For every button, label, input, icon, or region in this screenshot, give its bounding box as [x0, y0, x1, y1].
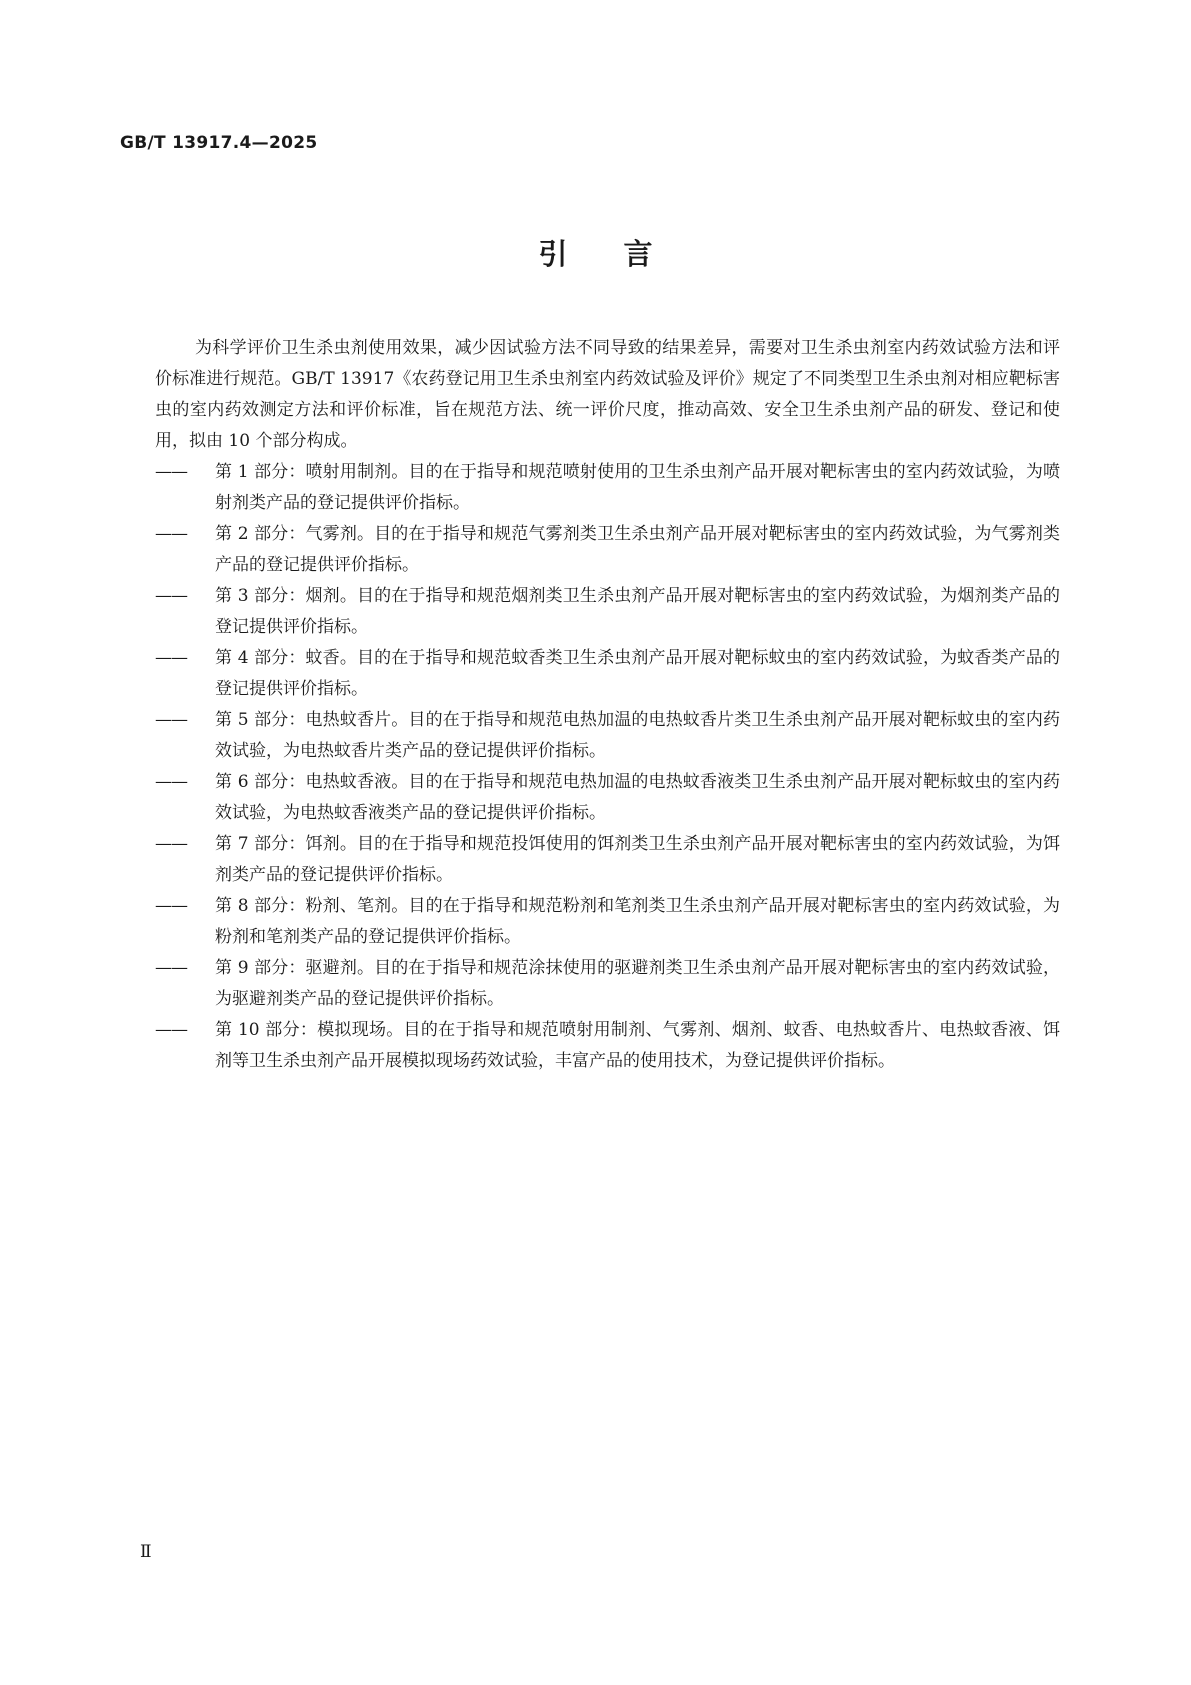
list-dash: —— — [155, 958, 187, 978]
page-number: Ⅱ — [140, 1542, 152, 1562]
list-dash: —— — [155, 586, 187, 606]
parts-list — [155, 457, 1060, 1077]
list-dash: —— — [155, 648, 187, 668]
list-dash: —— — [155, 896, 187, 916]
list-dash: —— — [155, 462, 187, 482]
list-item — [155, 457, 1060, 519]
list-item — [155, 705, 1060, 767]
part-description: 第 1 部分：喷射用制剂。目的在于指导和规范喷射使用的卫生杀虫剂产品开展对靶标害虫的室内药效试验，为喷射剂类产品的登记提供评价指标。 — [215, 462, 1060, 513]
list-item — [155, 891, 1060, 953]
part-description: 第 6 部分：电热蚊香液。目的在于指导和规范电热加温的电热蚊香液类卫生杀虫剂产品开展对靶标蚊虫的室内药效试验，为电热蚊香液类产品的登记提供评价指标。 — [215, 772, 1060, 823]
part-description: 第 7 部分：饵剂。目的在于指导和规范投饵使用的饵剂类卫生杀虫剂产品开展对靶标害虫的室内药效试验，为饵剂类产品的登记提供评价指标。 — [215, 834, 1060, 885]
list-item — [155, 829, 1060, 891]
list-item — [155, 519, 1060, 581]
list-item — [155, 953, 1060, 1015]
list-item — [155, 767, 1060, 829]
part-description: 第 10 部分：模拟现场。目的在于指导和规范喷射用制剂、气雾剂、烟剂、蚊香、电热蚊香片、电热蚊香液、饵剂等卫生杀虫剂产品开展模拟现场药效试验，丰富产品的使用技术，为登记提供评价指标。 — [215, 1020, 1060, 1071]
part-description: 第 8 部分：粉剂、笔剂。目的在于指导和规范粉剂和笔剂类卫生杀虫剂产品开展对靶标害虫的室内药效试验，为粉剂和笔剂类产品的登记提供评价指标。 — [215, 896, 1060, 947]
list-item — [155, 643, 1060, 705]
part-description: 第 5 部分：电热蚊香片。目的在于指导和规范电热加温的电热蚊香片类卫生杀虫剂产品开展对靶标蚊虫的室内药效试验，为电热蚊香片类产品的登记提供评价指标。 — [215, 710, 1060, 761]
part-description: 第 9 部分：驱避剂。目的在于指导和规范涂抹使用的驱避剂类卫生杀虫剂产品开展对靶标害虫的室内药效试验，为驱避剂类产品的登记提供评价指标。 — [215, 958, 1060, 1009]
intro-paragraph: 为科学评价卫生杀虫剂使用效果，减少因试验方法不同导致的结果差异，需要对卫生杀虫剂室内药效试验方法和评价标准进行规范。GB/T 13917《农药登记用卫生杀虫剂室内药效试验及评价》规定了不同类型卫生杀虫剂对相应靶标害虫的室内药效测定方法和评价标准，旨在规范方法、统一评价尺度，推动高效、安全卫生杀虫剂产品的研发、登记和使用，拟由 10 个部分构成。 — [155, 338, 1060, 451]
part-description: 第 2 部分：气雾剂。目的在于指导和规范气雾剂类卫生杀虫剂产品开展对靶标害虫的室内药效试验，为气雾剂类产品的登记提供评价指标。 — [215, 524, 1060, 575]
list-dash: —— — [155, 524, 187, 544]
part-description: 第 3 部分：烟剂。目的在于指导和规范烟剂类卫生杀虫剂产品开展对靶标害虫的室内药效试验，为烟剂类产品的登记提供评价指标。 — [215, 586, 1060, 637]
list-item — [155, 581, 1060, 643]
list-dash: —— — [155, 772, 187, 792]
list-dash: —— — [155, 710, 187, 730]
list-dash: —— — [155, 834, 187, 854]
list-dash: —— — [155, 1020, 187, 1040]
page-title: 引言 — [538, 237, 709, 271]
standard-code: GB/T 13917.4—2025 — [120, 133, 318, 153]
list-item — [155, 1015, 1060, 1077]
introduction-body — [155, 333, 1060, 1077]
part-description: 第 4 部分：蚊香。目的在于指导和规范蚊香类卫生杀虫剂产品开展对靶标蚊虫的室内药效试验，为蚊香类产品的登记提供评价指标。 — [215, 648, 1060, 699]
